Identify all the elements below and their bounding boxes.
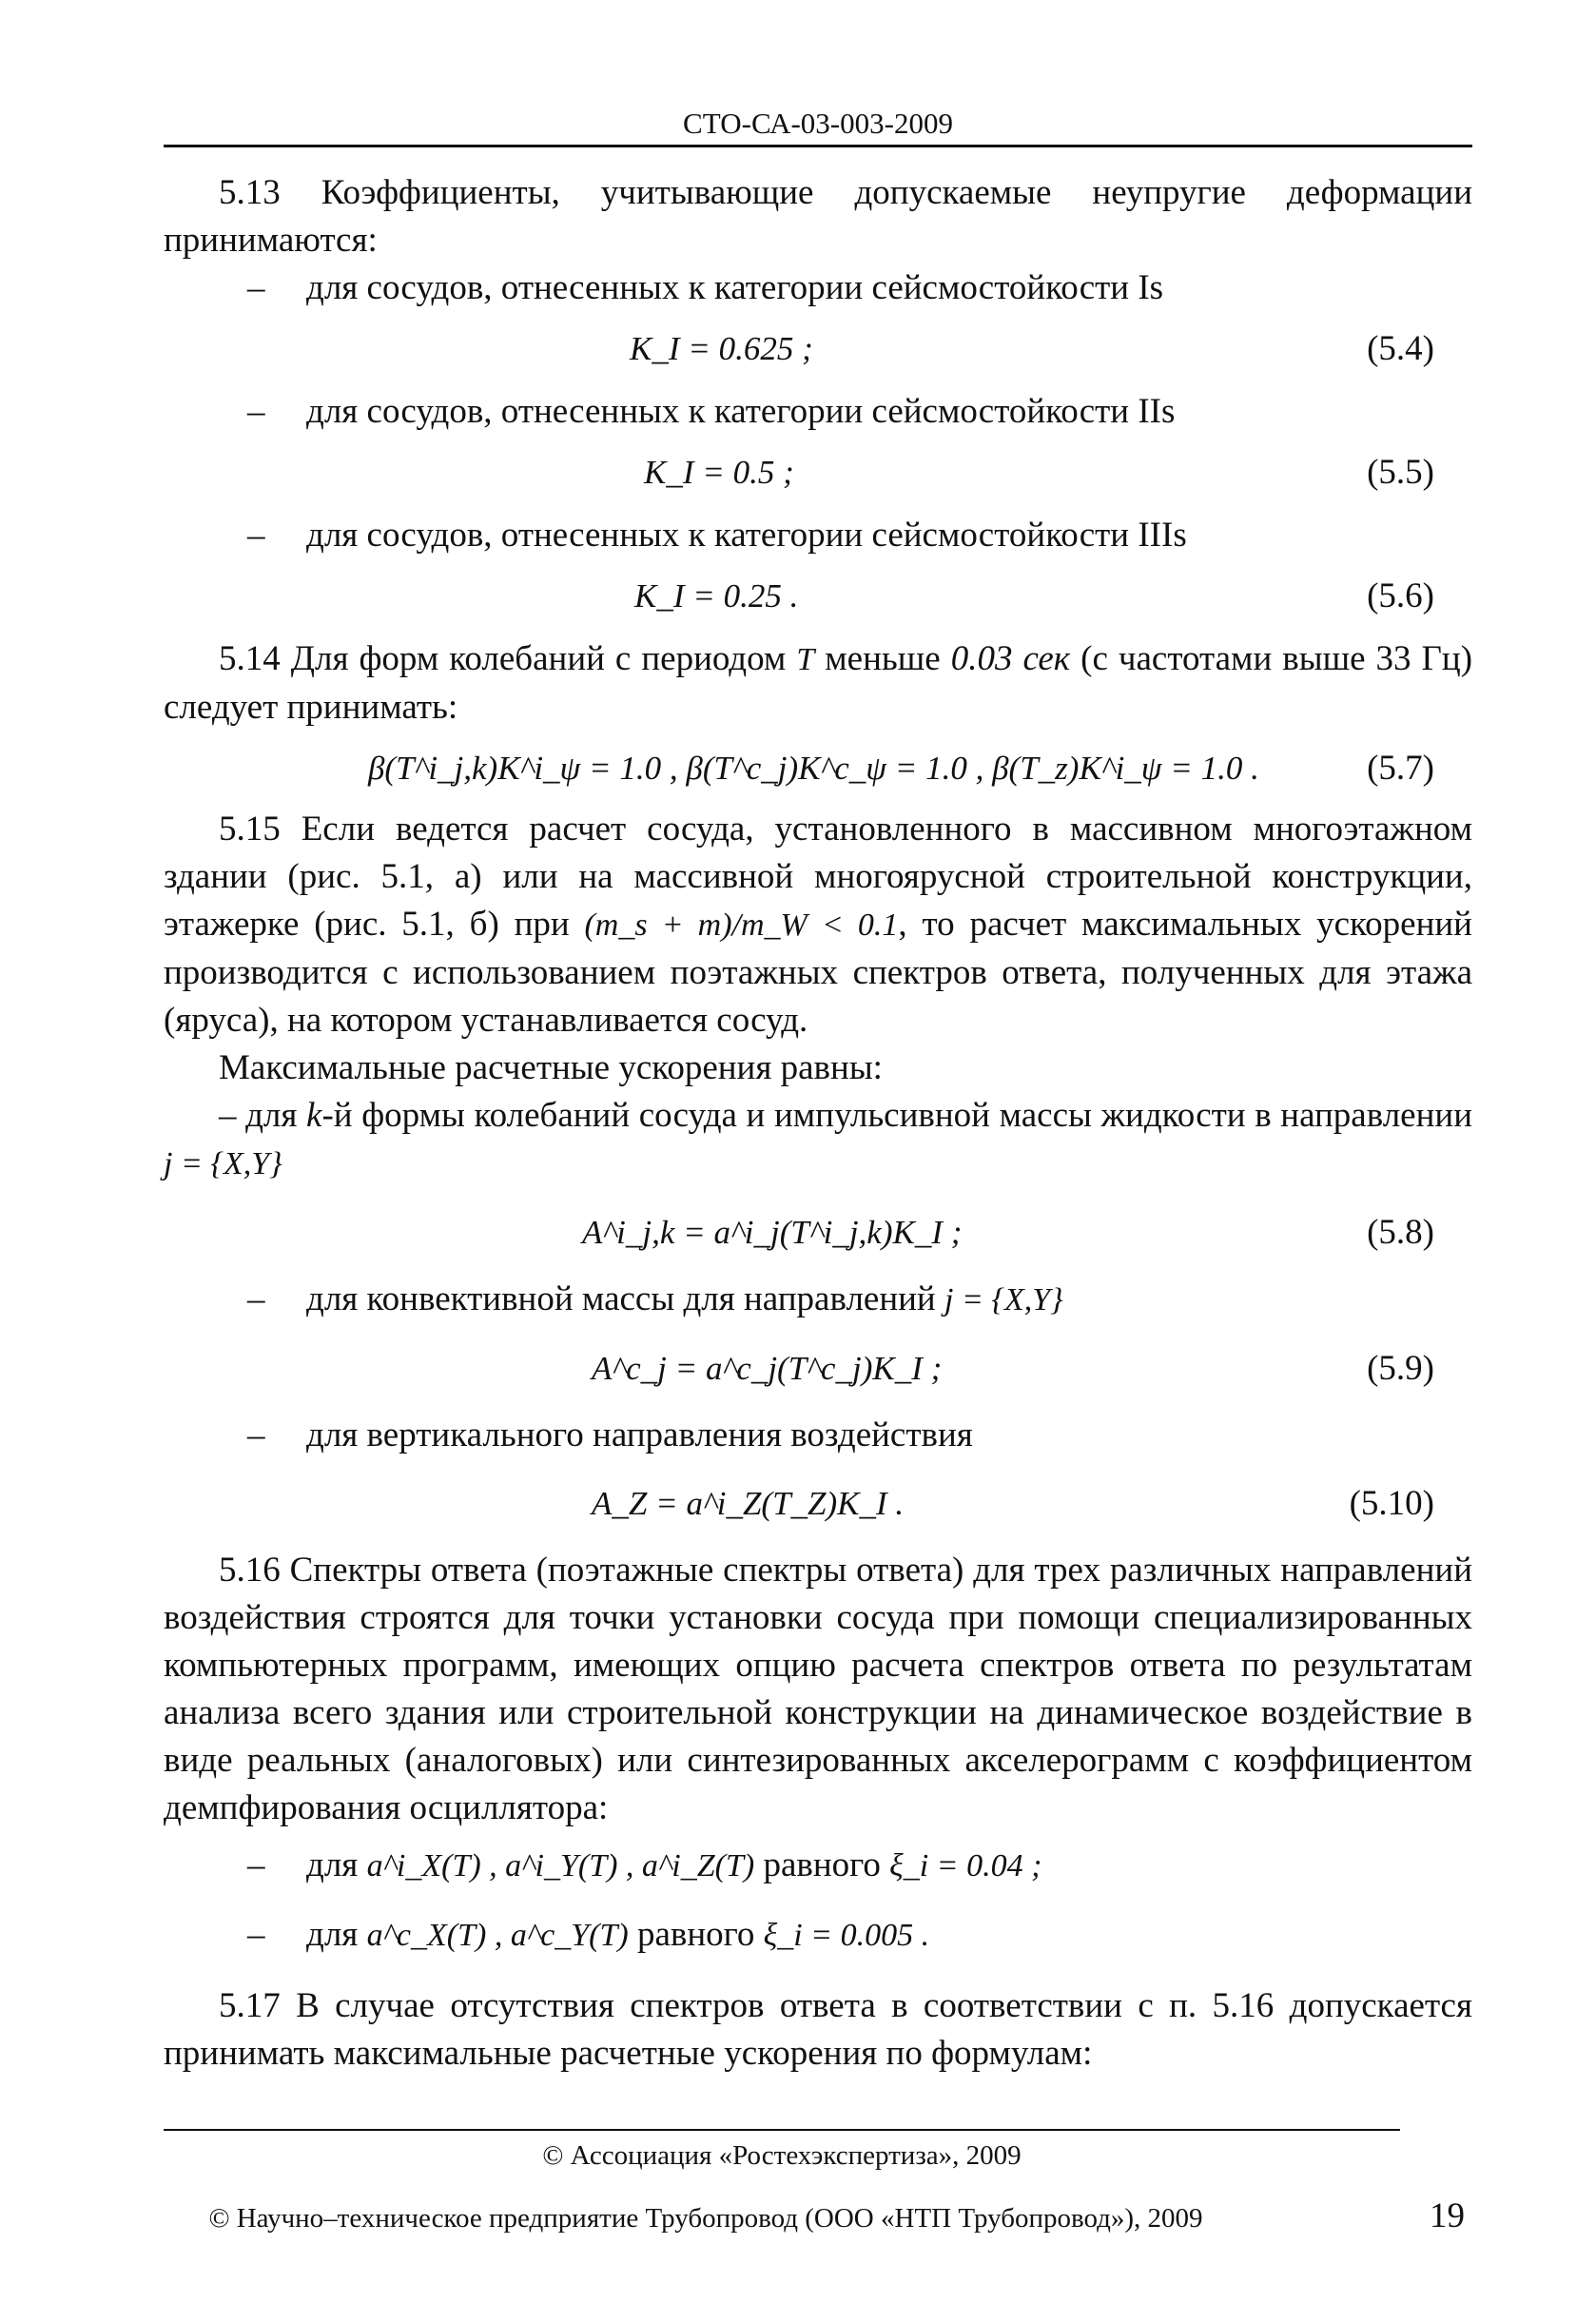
equation-5-4-formula: K_I = 0.625 ; [630, 330, 813, 367]
section-5-15-subintro: Максимальные расчетные ускорения равны: [219, 1048, 883, 1087]
equation-5-9-formula: A^c_j = a^c_j(T^c_j)K_I ; [592, 1350, 943, 1387]
section-5-15-text-a: 5.15 Если ведется расчет сосуда, установленного в массивном многоэтажном здании (рис. 5.1, а) или на массивной многоярусной строительной конструкции, этажерке (рис. 5.1, б) при [164, 810, 1472, 944]
equation-5-6-number: (5.6) [1367, 576, 1434, 615]
equation-5-9-number: (5.9) [1367, 1349, 1434, 1388]
section-5-15-item-2 [164, 1276, 1472, 1324]
section-5-15-item-1: – для k-й формы колебаний сосуда и импульсивной массы жидкости в направлении j = {X,Y} [164, 1096, 1473, 1181]
section-5-16-item-2 [164, 1911, 1472, 1960]
section-5-16-text: 5.16 Спектры ответа (поэтажные спектры ответа) для трех различных направлений воздействия строятся для точки установки сосуда при помощи специализированных компьютерных программ, имеющих опцию расчета спектров ответа по результатам анализа всего здания или строительной конструкции на динамическое воздействие в виде реальных (аналоговых) или синтезированных акселерограмм с коэффициентом демпфирования осциллятора: [164, 1551, 1472, 1827]
section-5-15-condition: (m_s + m)/m_W < 0.1 [584, 908, 899, 943]
section-5-16-item-1 [164, 1842, 1472, 1890]
equation-5-10-number: (5.10) [1349, 1484, 1434, 1523]
equation-5-6-formula: K_I = 0.25 . [634, 577, 799, 615]
equation-5-7-number: (5.7) [1367, 749, 1434, 788]
section-5-14-var-t: T [796, 642, 815, 677]
equation-5-8 [164, 1188, 1472, 1276]
equation-5-4-number: (5.4) [1367, 329, 1434, 368]
section-5-14-text-a: 5.14 Для форм колебаний с периодом [219, 639, 787, 678]
equation-5-7-formula: β(T^i_j,k)K^i_ψ = 1.0 , β(T^c_j)K^c_ψ = 1.0 , β(T_z)K^i_ψ = 1.0 . [368, 750, 1259, 787]
section-5-16-item-2-a: для [306, 1915, 359, 1954]
equation-5-5 [164, 436, 1472, 512]
section-5-15-item-2-j: j = {X,Y} [944, 1282, 1063, 1317]
equation-5-6 [164, 559, 1472, 635]
equation-5-5-number: (5.5) [1367, 453, 1434, 492]
page-number: 19 [1430, 2196, 1465, 2235]
section-5-15-text [164, 806, 1472, 1044]
section-5-13-item-2: – для сосудов, отнесенных к категории сейсмостойкости IIs [164, 388, 1472, 436]
section-5-17-text: 5.17 В случае отсутствия спектров ответа в соответствии с п. 5.16 допускается принимать максимальные расчетные ускорения по формулам: [164, 1986, 1472, 2073]
section-5-15-item-2-text: для конвективной массы для направлений [306, 1279, 936, 1318]
section-5-14-value: 0.03 сек [950, 639, 1071, 678]
footer-copyright-2: © Научно–техническое предприятие Трубопровод (ООО «НТП Трубопровод»), 2009 [208, 2203, 1203, 2234]
section-5-14-text-b: меньше [825, 639, 941, 678]
document-code-header: СТО-СА-03-003-2009 [683, 107, 953, 140]
section-5-16-item-2-value: ξ_i = 0.005 . [763, 1918, 930, 1953]
header-rule [164, 145, 1472, 147]
section-5-16-item-2-b: равного [636, 1915, 755, 1954]
section-5-13-item-3: – для сосудов, отнесенных к категории сейсмостойкости IIIs [164, 512, 1472, 559]
equation-5-10 [164, 1459, 1472, 1547]
footer-copyright-1: © Ассоциация «Ростехэкспертиза», 2009 [542, 2140, 1022, 2171]
equation-5-8-number: (5.8) [1367, 1213, 1434, 1252]
equation-5-8-formula: A^i_j,k = a^i_j(T^i_j,k)K_I ; [582, 1214, 963, 1251]
equation-5-4 [164, 312, 1472, 388]
section-5-16-item-2-formula: a^c_X(T) , a^c_Y(T) [366, 1918, 629, 1953]
section-5-15-text-b: , то расчет максимальных ускорений производится с использованием поэтажных спектров ответа, полученных для этажа (яруса), на котором устанавливается сосуд. [164, 905, 1472, 1040]
section-5-14-text [164, 635, 1472, 732]
equation-5-5-formula: K_I = 0.5 ; [644, 454, 794, 491]
section-5-15-item-1-b: -й формы колебаний сосуда и импульсивной массы жидкости в направлении [321, 1096, 1473, 1135]
section-5-15-item-1-a: для [245, 1096, 298, 1135]
equation-5-10-formula: A_Z = a^i_Z(T_Z)K_I . [592, 1485, 905, 1522]
section-5-16-item-1-b: равного [763, 1845, 881, 1884]
section-5-16-item-1-a: для [306, 1845, 359, 1884]
equation-5-9 [164, 1324, 1472, 1412]
equation-5-7 [164, 732, 1472, 806]
section-5-14-text-c: (с частотами выше 33 Гц) следует принимать: [164, 639, 1473, 727]
document-body [164, 169, 1472, 2078]
footer-rule [164, 2129, 1400, 2131]
section-5-15-item-1-j: j = {X,Y} [164, 1146, 282, 1181]
section-5-15-item-3: – для вертикального направления воздействия [164, 1412, 1472, 1459]
section-5-13-intro: 5.13 Коэффициенты, учитывающие допускаемые неупругие деформации принимаются: [164, 173, 1472, 260]
section-5-16-item-1-formula: a^i_X(T) , a^i_Y(T) , a^i_Z(T) [366, 1848, 755, 1883]
section-5-16-item-1-value: ξ_i = 0.04 ; [889, 1848, 1042, 1883]
section-5-15-item-1-k: k [306, 1096, 322, 1135]
section-5-13-item-1: – для сосудов, отнесенных к категории сейсмостойкости Is [164, 264, 1472, 312]
